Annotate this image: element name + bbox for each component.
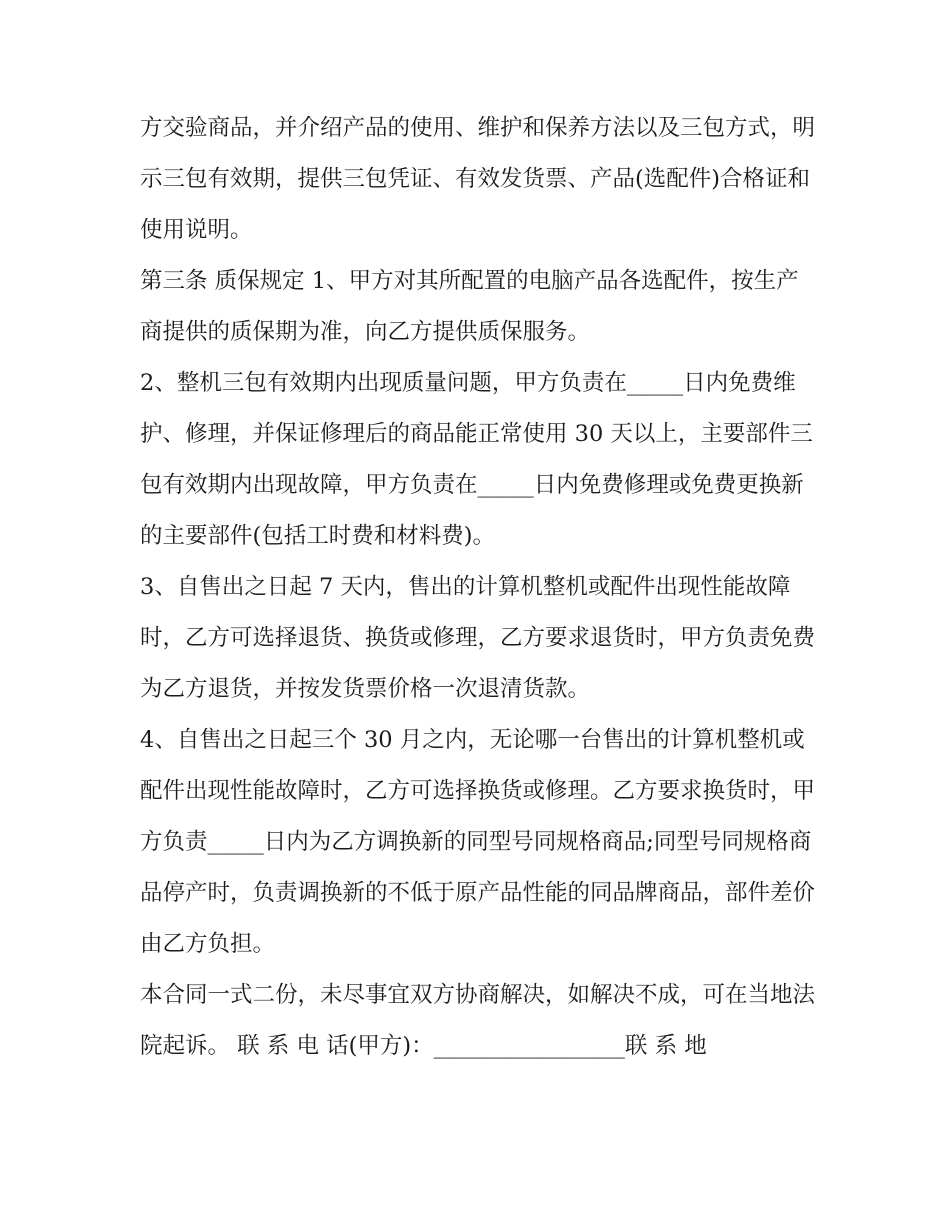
paragraph-contract-copies: 本合同一式二份，未尽事宜双方协商解决，如解决不成，可在当地法院起诉。 联 系 电 话(甲方)：_________________联 系 地 <box>140 982 816 1059</box>
document-body <box>140 103 820 1072</box>
paragraph-article-three: 第三条 质保规定 1、甲方对其所配置的电脑产品各选配件，按生产商提供的质保期为准，向乙方提供质保服务。 <box>140 268 799 345</box>
paragraph-clause-two: 2、整机三包有效期内出现质量问题，甲方负责在_____日内免费维护、修理，并保证修理后的商品能正常使用 30 天以上，主要部件三包有效期内出现故障，甲方负责在_____日内免费修理或免费更换新的主要部件(包括工时费和材料费)。 <box>140 370 813 549</box>
paragraph-clause-four: 4、自售出之日起三个 30 月之内，无论哪一台售出的计算机整机或配件出现性能故障时，乙方可选择换货或修理。乙方要求换货时，甲方负责_____日内为乙方调换新的同型号同规格商品;同型号同规格商品停产时，负责调换新的不低于原产品性能的同品牌商品，部件差价由乙方负担。 <box>140 727 816 957</box>
paragraph-clause-three: 3、自售出之日起 7 天内，售出的计算机整机或配件出现性能故障时，乙方可选择退货、换货或修理，乙方要求退货时，甲方负责免费为乙方退货，并按发货票价格一次退清货款。 <box>140 574 816 702</box>
paragraph-inspection: 方交验商品，并介绍产品的使用、维护和保养方法以及三包方式，明示三包有效期，提供三包凭证、有效发货票、产品(选配件)合格证和使用说明。 <box>140 115 816 243</box>
